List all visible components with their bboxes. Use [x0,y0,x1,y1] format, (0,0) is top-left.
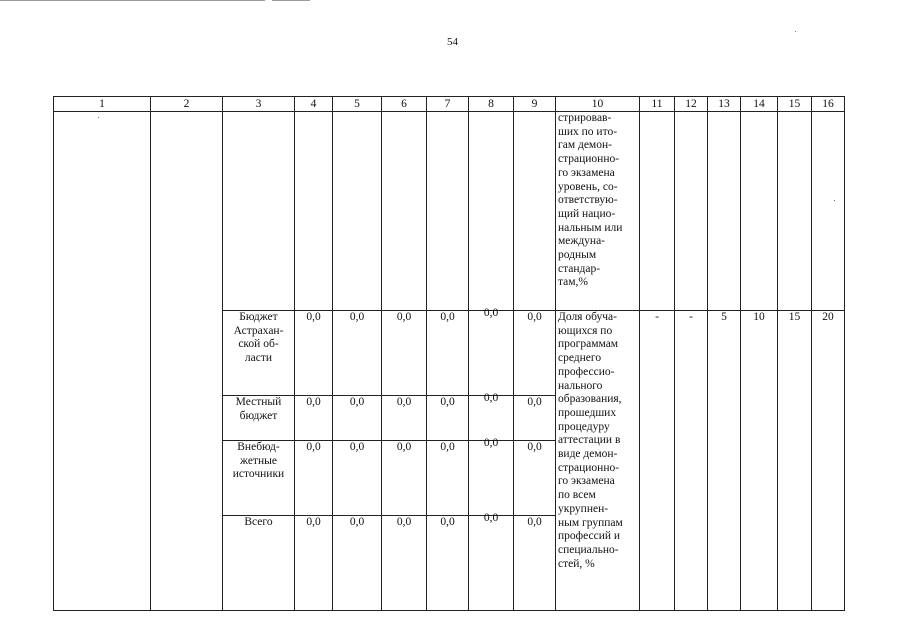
continued-indicator-text-text: стрировав- ших по ито- гам демон- страционно- го экзамена уровень, со- ответствую- щий нацио- нальным или междуна- родным стандар- там,% [558,112,623,289]
header-col-2-text: 2 [183,97,190,110]
indicator-description [556,311,640,611]
indicator-value-text: 5 [721,311,727,323]
funding-value-text: 0,0 [440,396,455,408]
funding-value [469,437,514,516]
funding-source [223,311,295,396]
col1-cell [54,112,151,611]
header-col-14 [741,97,778,112]
header-col-3 [223,97,295,112]
header-col-4 [295,97,333,112]
funding-source-text: Внебюд- жетные источники [232,441,285,481]
funding-value [295,441,333,516]
funding-source [223,441,295,516]
funding-source [223,396,295,441]
funding-value-text: 0,0 [527,311,542,323]
header-col-8-text: 8 [488,97,494,110]
funding-value-text: 0,0 [527,441,542,453]
scan-artifact-line [0,0,265,1]
funding-value-text: 0,0 [527,516,542,528]
header-col-6 [382,97,427,112]
empty-cell [382,112,427,311]
header-row [54,97,845,112]
funding-value [295,516,333,611]
funding-value [382,311,427,396]
indicator-value [812,311,845,611]
header-col-15-text: 15 [788,97,801,110]
header-col-13-text: 13 [718,97,730,110]
header-col-11 [640,97,675,112]
header-col-9 [514,97,556,112]
scan-artifact-line [272,0,310,1]
col2-cell [151,112,223,611]
header-col-8 [469,97,514,112]
indicator-value [741,311,778,611]
header-col-5 [333,97,382,112]
funding-value-text: 0,0 [349,396,365,408]
header-col-3-text: 3 [255,97,262,110]
indicator-value [708,311,741,611]
funding-source-text: Местный бюджет [235,396,282,422]
empty-cell [469,112,514,311]
funding-value-text: 0,0 [396,441,412,453]
funding-source [223,516,295,611]
indicator-value-text: 10 [753,311,765,323]
funding-value [514,516,556,611]
indicator-value [778,311,812,611]
empty-cell [427,112,469,311]
funding-value-text: 0,0 [349,441,365,453]
header-col-11-text: 11 [651,97,663,110]
funding-value-text: 0,0 [483,307,499,319]
funding-value [333,516,382,611]
empty-cell [741,112,778,311]
funding-value-text: 0,0 [306,396,321,408]
empty-cell [675,112,708,311]
header-col-16-text: 16 [822,97,834,110]
funding-value-text: 0,0 [306,441,321,453]
funding-value-text: 0,0 [483,437,499,449]
header-col-12 [675,97,708,112]
header-col-12-text: 12 [685,97,697,110]
funding-value [382,396,427,441]
funding-value-text: 0,0 [440,441,455,453]
header-col-14-text: 14 [753,97,765,110]
funding-value-text: 0,0 [483,512,499,524]
program-table [53,96,845,611]
indicator-value [675,311,708,611]
empty-cell [640,112,675,311]
header-col-10-text: 10 [591,97,604,110]
funding-value [382,516,427,611]
header-col-16 [812,97,845,112]
funding-value [382,441,427,516]
empty-cell [333,112,382,311]
funding-value-text: 0,0 [306,311,321,323]
funding-value-text: 0,0 [349,516,365,528]
continued-indicator-text [556,112,640,311]
funding-value [469,392,514,441]
funding-value [333,396,382,441]
funding-value [427,311,469,396]
header-col-15 [778,97,812,112]
indicator-value [640,311,675,611]
continuation-row [54,112,845,311]
empty-cell [295,112,333,311]
funding-value-text: 0,0 [396,396,412,408]
funding-value [469,307,514,396]
funding-value [427,441,469,516]
indicator-description-text: Доля обуча- ющихся по программам среднего профессио- нального образования, прошедших процедуру аттестации в виде демон- страционно- го экзамена по всем укрупнен- ным группам профессий и специально- стей, % [558,311,623,570]
funding-value-text: 0,0 [527,396,542,408]
indicator-value-text: - [655,311,659,323]
funding-value-text: 0,0 [306,516,321,528]
header-col-13 [708,97,741,112]
funding-value [427,396,469,441]
page-number: 54 [447,36,458,48]
header-col-7 [427,97,469,112]
funding-source-text: Бюджет Астрахан- ской об- ласти [233,311,284,365]
header-col-2 [151,97,223,112]
funding-value [427,516,469,611]
empty-cell [778,112,812,311]
header-col-6-text: 6 [401,97,407,110]
funding-value-text: 0,0 [396,516,412,528]
funding-value [333,311,382,396]
header-col-1-text: 1 [99,97,105,110]
funding-value [295,396,333,441]
funding-value-text: 0,0 [440,311,455,323]
funding-value-text: 0,0 [440,516,455,528]
funding-value [514,311,556,396]
scan-dot [795,31,796,32]
header-col-5-text: 5 [354,97,360,110]
funding-value-text: 0,0 [396,311,412,323]
header-col-7-text: 7 [444,97,451,110]
empty-cell [514,112,556,311]
funding-value-text: 0,0 [349,311,365,323]
empty-cell [223,112,295,311]
funding-value [514,396,556,441]
indicator-value-text: 15 [788,311,801,323]
indicator-value-text: - [689,311,693,323]
indicator-value-text: 20 [822,311,834,323]
funding-source-text: Всего [244,516,273,528]
funding-value-text: 0,0 [483,392,499,404]
header-col-9-text: 9 [531,97,538,110]
funding-value [333,441,382,516]
header-col-10 [556,97,640,112]
empty-cell [812,112,845,311]
funding-value [469,512,514,611]
funding-value [295,311,333,396]
header-col-4-text: 4 [310,97,317,110]
funding-value [514,441,556,516]
empty-cell [708,112,741,311]
header-col-1 [54,97,151,112]
